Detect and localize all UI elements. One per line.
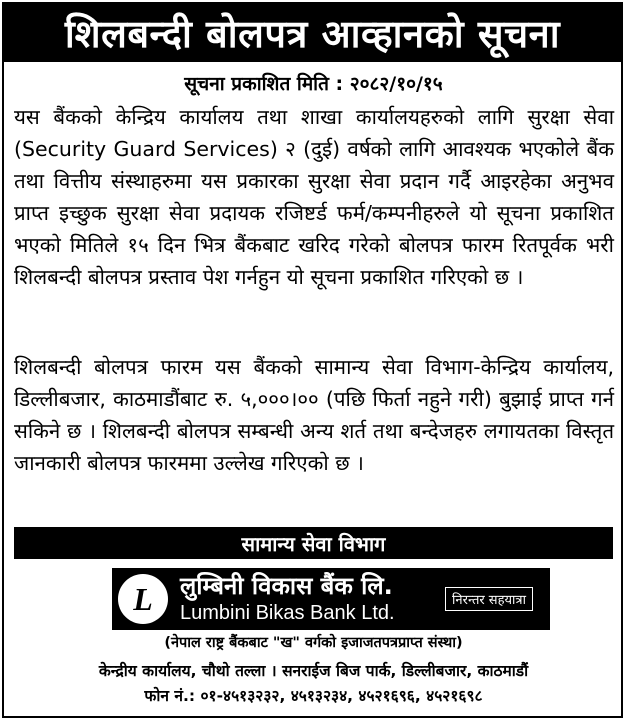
bank-logo-icon bbox=[112, 568, 174, 630]
notice-paragraph-2: शिलबन्दी बोलपत्र फारम यस बैंकको सामान्य सेवा विभाग-केन्द्रिय कार्यालय, डिल्लीबजार, काठमाडौंबाट रु. ५,०००।०० (पछि फिर्ता नहुने गरी) बुझाई प्राप्त गर्न सकिने छ । शिलबन्दी बोलपत्र सम्बन्धी अन्य शर्त तथा बन्देजहरु लगायतका विस्तृत जानकारी बोलपत्र फारममा उल्लेख गरिएको छ । bbox=[14, 355, 614, 475]
bank-name-nepali: लुम्बिनी विकास बैंक लि. bbox=[180, 572, 393, 600]
published-date: सूचना प्रकाशित मिति : २०८२/१०/१५ bbox=[184, 73, 443, 95]
bank-logo-banner bbox=[112, 568, 550, 630]
logo-letter: L bbox=[133, 581, 153, 617]
department-banner: सामान्य सेवा विभाग bbox=[14, 527, 613, 559]
phone-numbers: फोन नं.: ०१-४५१३२३२, ४५१३२३४, ४५२१६९६, ४५२१६९८ bbox=[144, 687, 483, 705]
license-note: (नेपाल राष्ट्र बैंकबाट "ख" वर्गको इजाजतपत्रप्राप्त संस्था) bbox=[164, 635, 463, 651]
notice-title: शिलबन्दी बोलपत्र आव्हानको सूचना bbox=[4, 4, 621, 62]
notice-paragraph-1: यस बैंकको केन्द्रिय कार्यालय तथा शाखा कार्यालयहरुको लागि सुरक्षा सेवा (Security Guard Services) २ (दुई) वर्षको लागि आवश्यक भएकोले बैंक तथा वित्तीय संस्थाहरुमा यस प्रकारका सुरक्षा सेवा प्रदान गर्दै आइरहेका अनुभव प्राप्त इच्छुक सुरक्षा सेवा प्रदायक रजिष्टर्ड फर्म/कम्पनीहरुले यो सूचना प्रकाशित भएको मितिले १५ दिन भित्र बैंकबाट खरिद गरेको बोलपत्र फारम रितपूर्वक भरी शिलबन्दी बोलपत्र प्रस्ताव पेश गर्नहुन यो सूचना प्रकाशित गरिएको छ । bbox=[14, 105, 614, 289]
bank-name-block bbox=[174, 568, 428, 630]
tagline-wrap bbox=[428, 568, 550, 630]
bank-tagline: निरन्तर सहयात्रा bbox=[445, 587, 533, 611]
bank-name-english: Lumbini Bikas Bank Ltd. bbox=[180, 602, 395, 624]
office-address: केन्द्रीय कार्यालय, चौथो तल्ला । सनराईज बिज पार्क, डिल्लीबजार, काठमाडौं bbox=[98, 662, 529, 680]
